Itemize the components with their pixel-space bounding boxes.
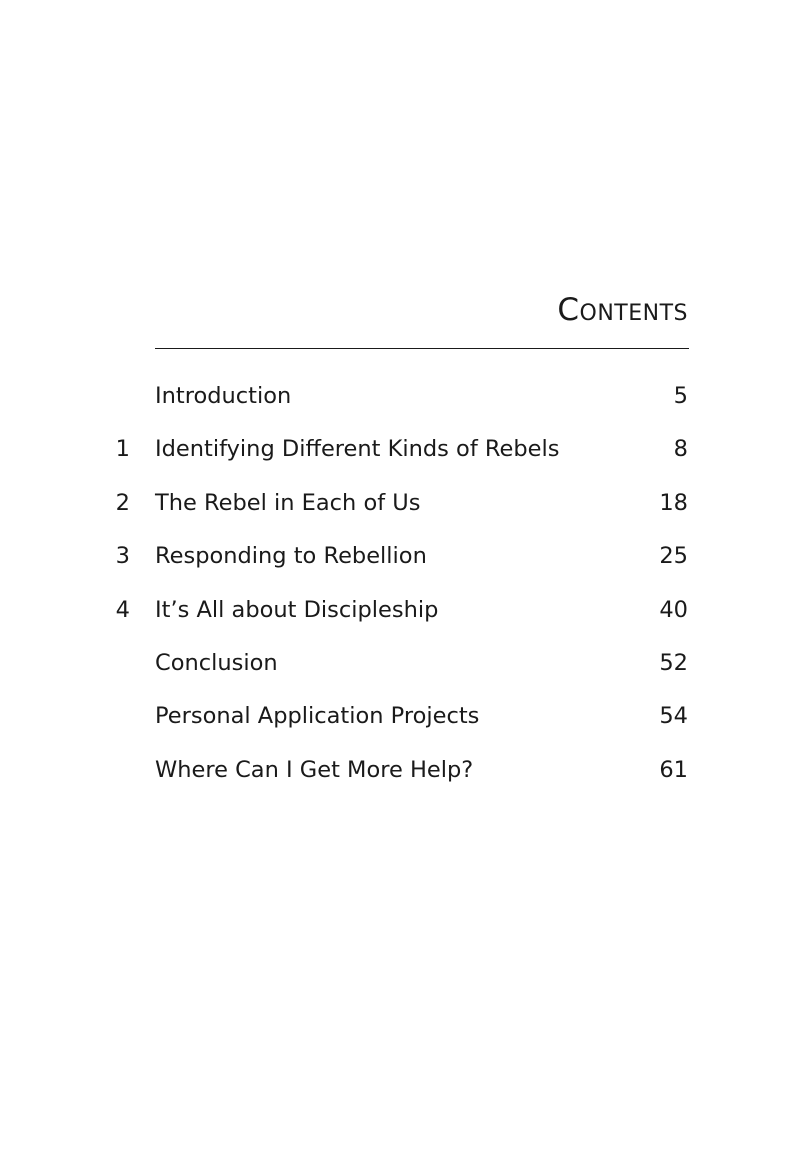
chapter-title: Personal Application Projects bbox=[155, 703, 480, 730]
page-number: 5 bbox=[673, 383, 688, 409]
page-number: 61 bbox=[659, 756, 688, 783]
table-of-contents bbox=[0, 378, 803, 805]
page-title: Contents bbox=[557, 292, 688, 328]
toc-entry[interactable] bbox=[0, 592, 803, 645]
chapter-number: 3 bbox=[115, 543, 130, 570]
toc-entry[interactable] bbox=[0, 538, 803, 591]
page-number: 18 bbox=[659, 489, 688, 516]
page-number: 52 bbox=[659, 649, 688, 676]
chapter-title: Conclusion bbox=[155, 649, 278, 676]
chapter-title: Where Can I Get More Help? bbox=[155, 756, 474, 783]
chapter-title: Responding to Rebellion bbox=[155, 543, 427, 570]
page-number: 40 bbox=[659, 596, 688, 623]
chapter-number: 2 bbox=[115, 489, 130, 516]
chapter-number: 4 bbox=[115, 596, 130, 623]
toc-entry[interactable] bbox=[0, 645, 803, 698]
heading-rule bbox=[155, 348, 689, 349]
chapter-title: It’s All about Discipleship bbox=[155, 596, 439, 623]
chapter-title: Identifying Different Kinds of Rebels bbox=[155, 436, 560, 463]
page-number: 25 bbox=[659, 543, 688, 570]
toc-entry[interactable] bbox=[0, 698, 803, 751]
toc-entry[interactable] bbox=[0, 431, 803, 484]
page-number: 54 bbox=[659, 703, 688, 730]
toc-entry[interactable] bbox=[0, 378, 803, 431]
chapter-title: The Rebel in Each of Us bbox=[155, 489, 421, 516]
page-number: 8 bbox=[673, 436, 688, 463]
chapter-title: Introduction bbox=[155, 383, 292, 409]
chapter-number: 1 bbox=[115, 436, 130, 463]
toc-entry[interactable] bbox=[0, 485, 803, 538]
toc-entry[interactable] bbox=[0, 752, 803, 805]
